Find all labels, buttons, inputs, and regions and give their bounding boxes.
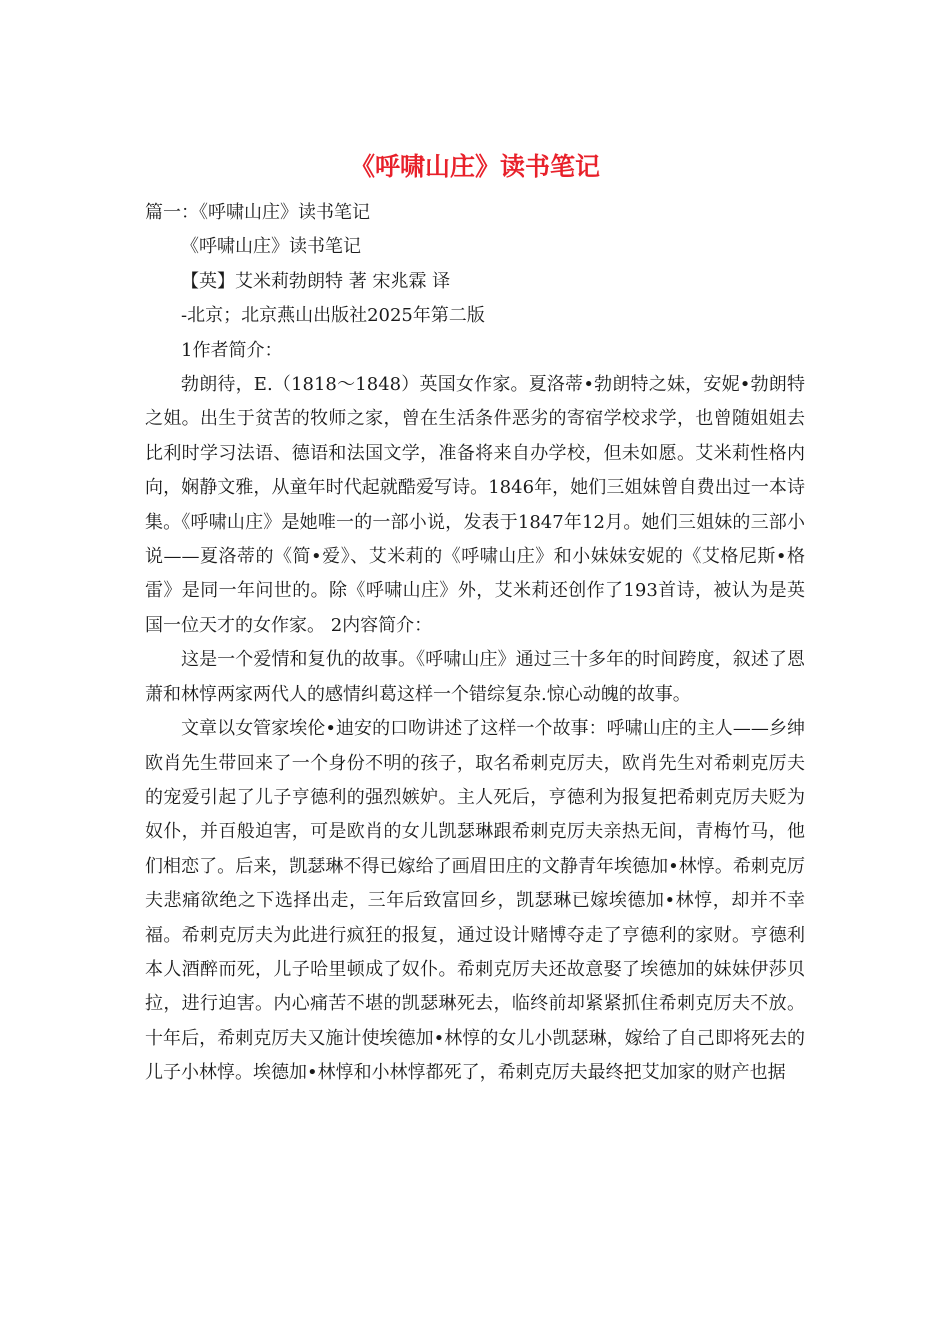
- book-title-line: 《呼啸山庄》读书笔记: [181, 236, 361, 258]
- story-summary-paragraph: 文章以女管家埃伦•迪安的口吻讲述了这样一个故事：呼啸山庄的主人——乡绅欧肖先生带回来了一个身份不明的孩子，取名希刺克厉夫，欧肖先生对希刺克厉夫的宠爱引起了儿子亨德利的强烈嫉妒。主人死后，亨德利为报复把希刺克厉夫贬为奴仆，并百般迫害，可是欧肖的女儿凯瑟琳跟希刺克厉夫亲热无间，青梅竹马，他们相恋了。后来，凯瑟琳不得已嫁给了画眉田庄的文静青年埃德加•林惇。希刺克厉夫悲痛欲绝之下选择出走，三年后致富回乡，凯瑟琳已嫁埃德加•林惇，却并不幸福。希刺克厉夫为此进行疯狂的报复，通过设计赌博夺走了亨德利的家财。亨德利本人酒醉而死，儿子哈里顿成了奴仆。希刺克厉夫还故意娶了埃德加的妹妹伊莎贝拉，进行迫害。内心痛苦不堪的凯瑟琳死去，临终前却紧紧抓住希刺克厉夫不放。十年后，希刺克厉夫又施计使埃德加•林惇的女儿小凯瑟琳，嫁给了自己即将死去的儿子小林惇。埃德加•林惇和小林惇都死了，希刺克厉夫最终把艾加家的财产也据: [145, 718, 805, 1084]
- document-body: [145, 196, 805, 1091]
- author-translator-line: 【英】艾米莉勃朗特 著 宋兆霖 译: [181, 270, 451, 292]
- content-intro-paragraph: 这是一个爱情和复仇的故事。《呼啸山庄》通过三十多年的时间跨度，叙述了恩萧和林惇两家两代人的感情纠葛这样一个错综复杂.惊心动魄的故事。: [145, 649, 805, 705]
- author-intro-paragraph: 勃朗待，E.（1818～1848）英国女作家。夏洛蒂•勃朗特之妹，安妮•勃朗特之姐。出生于贫苦的牧师之家，曾在生活条件恶劣的寄宿学校求学，也曾随姐姐去比利时学习法语、德语和法国文学，准备将来自办学校，但未如愿。艾米莉性格内向，娴静文雅，从童年时代起就酷爱写诗。1846年，她们三姐妹曾自费出过一本诗集。《呼啸山庄》是她唯一的一部小说，发表于1847年12月。她们三姐妹的三部小说——夏洛蒂的《简•爱》、艾米莉的《呼啸山庄》和小妹妹安妮的《艾格尼斯•格雷》是同一年问世的。除《呼啸山庄》外，艾米莉还创作了193首诗，被认为是英国一位天才的女作家。 2内容简介：: [145, 374, 805, 636]
- document-title: 《呼啸山庄》读书笔记: [349, 152, 600, 181]
- publisher-line: -北京；北京燕山出版社2025年第二版: [181, 305, 485, 327]
- author-intro-heading: 1作者简介：: [181, 339, 283, 361]
- section-heading: 篇一：《呼啸山庄》读书笔记: [145, 202, 370, 223]
